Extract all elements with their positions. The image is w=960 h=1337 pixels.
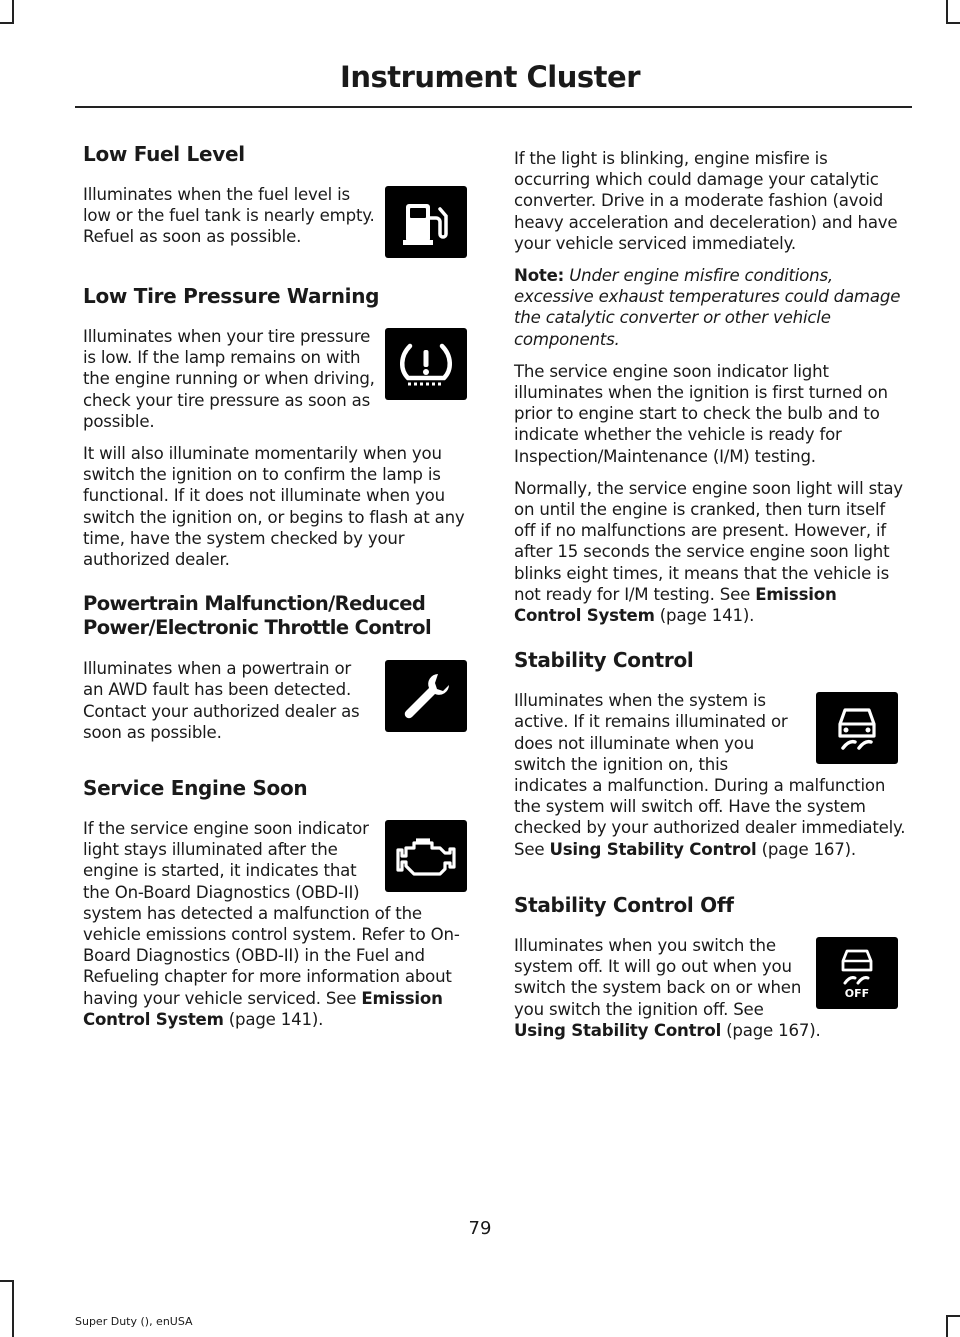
- ses-normal-description: [514, 478, 906, 626]
- section-title: Stability Control Off: [514, 892, 734, 917]
- note-text: Under engine misfire conditions, excessive exhaust temperatures could damage the catalytic converter or other vehicle components.: [514, 266, 901, 349]
- low-fuel-description: Illuminates when the fuel level is low or the fuel tank is nearly empty. Refuel as soon as possible.: [83, 185, 375, 247]
- ses-check-description: The service engine soon indicator light illuminates when the ignition is first turned on prior to engine start to check the bulb and to indicate whether the vehicle is ready for Inspection/Maintenance (I/M) testing.: [514, 361, 888, 466]
- wrench-icon: [385, 660, 467, 732]
- using-stability-control-link[interactable]: Using Stability Control: [514, 1020, 722, 1040]
- description-text: Illuminates when the system is active. If it remains illuminated or does not illuminate when you switch the ignition on, this indicates a malfunction. During a malfunction the system will switch off. Have the system checked by your authorized dealer immediately. See: [514, 691, 906, 859]
- crop-mark: [946, 22, 960, 24]
- section-title: Stability Control: [514, 648, 694, 673]
- stability-control-off-icon: [816, 937, 898, 1009]
- header-divider: [75, 106, 912, 108]
- section-tire-pressure: [83, 284, 475, 570]
- crop-mark: [0, 1280, 14, 1282]
- using-stability-control-link[interactable]: Using Stability Control: [549, 839, 757, 859]
- tire-pressure-description-2: It will also illuminate momentarily when you switch the ignition on to confirm the lamp is functional. If it does not illuminate when you switch the ignition on, or begins to flash at any time, have the system checked by your authorized dealer.: [83, 444, 465, 570]
- emission-control-system-link[interactable]: Emission Control System: [514, 584, 837, 626]
- engine-icon: [385, 820, 467, 892]
- off-label: OFF: [844, 986, 870, 1000]
- page-ref: (page 141).: [654, 606, 755, 626]
- page-title: Instrument Cluster: [340, 60, 640, 94]
- left-column: [83, 142, 475, 1045]
- page-ref: (page 167).: [721, 1020, 821, 1040]
- footer-text: Super Duty (), enUSA: [75, 1315, 193, 1328]
- section-service-engine-soon: [83, 776, 475, 1041]
- note-label: Note:: [514, 266, 565, 286]
- page-ref: (page 167).: [756, 839, 856, 859]
- tire-pressure-description-1: Illuminates when your tire pressure is low. If the lamp remains on with the engine running or when driving, check your tire pressure as soon as possible.: [83, 327, 375, 431]
- section-title-line-2: Power/Electronic Throttle Control: [83, 616, 432, 640]
- emission-control-system-link[interactable]: Emission Control System: [83, 988, 443, 1029]
- fuel-pump-icon: [385, 186, 467, 258]
- description-text: Illuminates when you switch the system off. It will go out when you switch the system back on or when you switch the ignition off. See: [514, 935, 802, 1019]
- crop-mark: [12, 0, 14, 22]
- section-stability-control: [514, 648, 906, 871]
- section-title: [83, 592, 475, 640]
- tire-pressure-icon: [385, 328, 467, 400]
- description-text: Normally, the service engine soon light will stay on until the engine is cranked, then turn itself off if no malfunctions are present. However, if after 15 seconds the service engine soon light blinks eight times, it means that the vehicle is not ready for I/M testing. See: [514, 478, 903, 604]
- crop-mark: [12, 1280, 14, 1337]
- right-column: [514, 148, 906, 1056]
- section-title: Low Tire Pressure Warning: [83, 284, 380, 308]
- crop-mark: [0, 22, 14, 24]
- section-powertrain: [83, 592, 475, 754]
- section-stability-control-off: [514, 893, 906, 1052]
- page-ref: (page 141).: [223, 1009, 324, 1029]
- misfire-description: If the light is blinking, engine misfire is occurring which could damage your catalytic converter. Drive in a moderate fashion (avoid heavy acceleration and deceleration) and have your vehicle serviced immediately.: [514, 149, 898, 253]
- page-number: 79: [468, 1218, 492, 1239]
- note: [514, 265, 906, 350]
- section-title: Service Engine Soon: [83, 776, 308, 801]
- crop-mark: [946, 1315, 948, 1337]
- crop-mark: [946, 0, 948, 22]
- powertrain-description: Illuminates when a powertrain or an AWD fault has been detected. Contact your authorized dealer as soon as possible.: [83, 659, 360, 742]
- section-title: Low Fuel Level: [83, 142, 245, 166]
- stability-control-icon: [816, 692, 898, 764]
- section-low-fuel: [83, 142, 475, 262]
- section-title-line-1: Powertrain Malfunction/Reduced: [83, 592, 426, 616]
- description-text: If the service engine soon indicator light stays illuminated after the engine is started, it indicates that the On-Board Diagnostics (OBD-II) system has detected a malfunction of the vehicle emissions control system. Refer to On-Board Diagnostics (OBD-II) in the Fuel and Refueling chapter for more information about having your vehicle serviced. See: [83, 819, 460, 1008]
- crop-mark: [946, 1315, 960, 1317]
